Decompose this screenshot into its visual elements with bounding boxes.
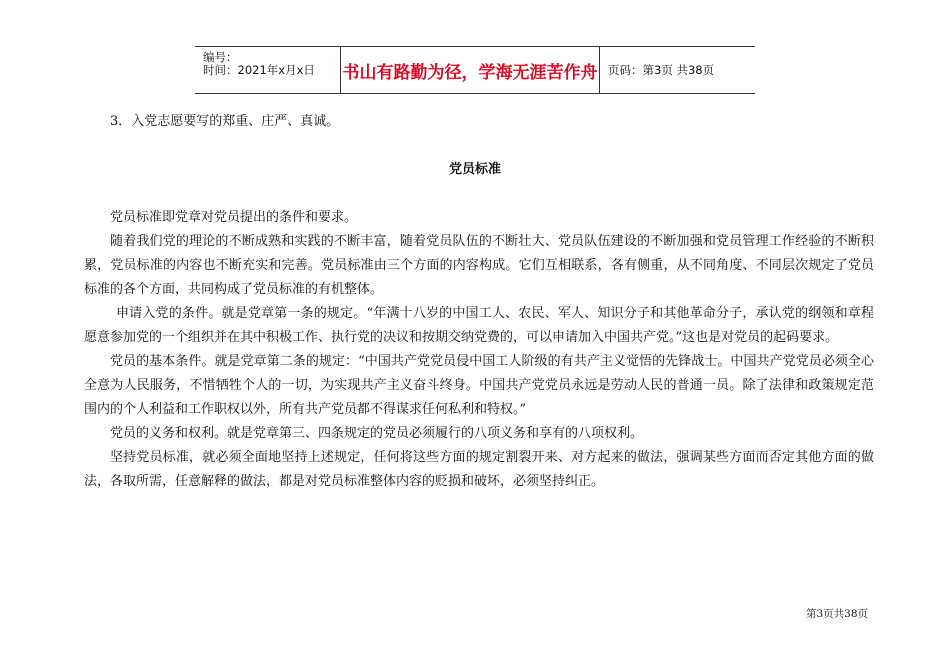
paragraph-1: 党员标准即党章对党员提出的条件和要求。 (110, 210, 358, 225)
paragraph-2: 随着我们党的理论的不断成熟和实践的不断丰富，随着党员队伍的不断壮大、党员队伍建设的不断加强和党员管理工作经验的不断积累，党员标准的内容也不断充实和完善。党员标准由三个方面的内容构成。它们互相联系，各有侧重，从不同角度、不同层次规定了党员标准的各个方面，共同构成了党员标准的有机整体。 (84, 234, 874, 297)
page-footer: 第3页共38页 (805, 608, 868, 620)
header-motto: 书山有路勤为径，学海无涯苦作舟 (340, 47, 600, 93)
paragraph-6: 坚持党员标准，就必须全面地坚持上述规定，任何将这些方面的规定割裂开来、对方起来的做法，强调某些方面而否定其他方面的做法，各取所需，任意解释的做法，都是对党员标准整体内容的贬损和破坏，必须坚持纠正。 (84, 450, 874, 489)
time-label: 时间：2021年x月x日 (203, 63, 315, 77)
header-page-info: 页码：第3页 共38页 (608, 63, 715, 77)
paragraph-3: 申请入党的条件。就是党章第一条的规定。“年满十八岁的中国工人、农民、军人、知识分子和其他革命分子，承认党的纲领和章程愿意参加党的一个组织并在其中积极工作、执行党的决议和按期交纳党费的，可以申请加入中国共产党。”这也是对党员的起码要求。 (84, 306, 874, 345)
header-meta (195, 47, 340, 93)
paragraph-5: 党员的义务和权利。就是党章第三、四条规定的党员必须履行的八项义务和享有的八项权利。 (110, 426, 644, 441)
code-label: 编号： (203, 50, 238, 64)
paragraph-4: 党员的基本条件。就是党章第二条的规定：“中国共产党党员侵中国工人阶级的有共产主义觉悟的先锋战士。中国共产党党员必须全心全意为人民服务，不惜牺牲个人的一切，为实现共产主义奋斗终身。中国共产党党员永远是劳动人民的普通一员。除了法律和政策规定范围内的个人利益和工作职权以外，所有共产党员都不得谋求任何私利和特权。” (84, 354, 874, 417)
list-item-3: 3．入党志愿要写的郑重、庄严、真诚。 (110, 114, 340, 129)
section-title: 党员标准 (448, 162, 501, 177)
page-header (195, 46, 755, 94)
body-text (84, 206, 874, 494)
